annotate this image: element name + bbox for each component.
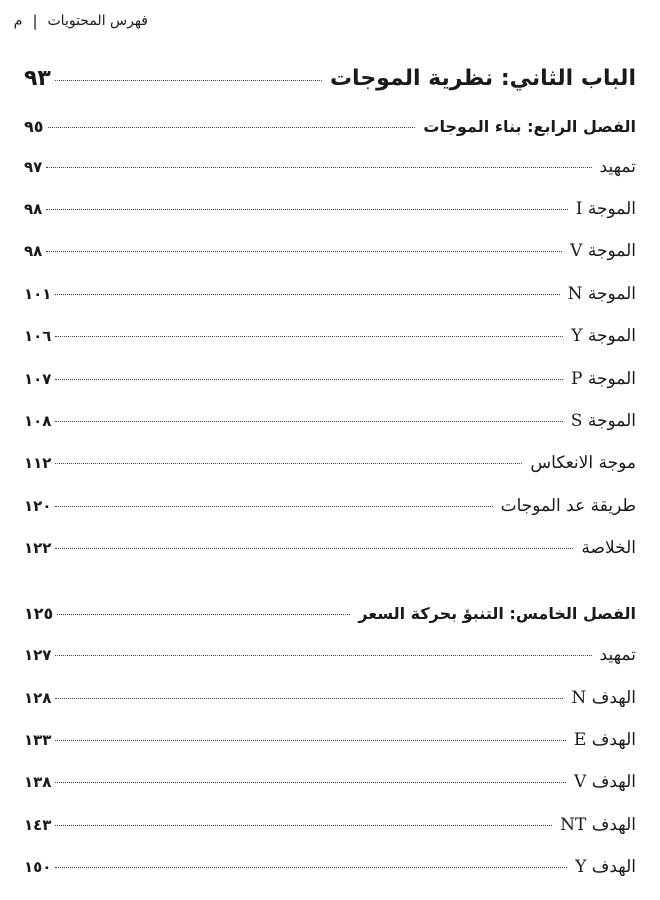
toc-entry-label: الهدف V: [574, 772, 636, 792]
dot-leader: [57, 613, 350, 615]
toc-entry-label: الموجة V: [570, 241, 636, 261]
toc-entry[interactable]: [24, 645, 636, 665]
dot-leader: [55, 335, 563, 337]
toc-entry-label: الهدف NT: [560, 815, 636, 835]
dot-leader: [55, 505, 492, 507]
toc-page-number: ٩٣: [24, 66, 51, 91]
toc-page-number: ١٠٧: [24, 370, 52, 388]
toc-page-number: ٩٨: [24, 200, 43, 218]
dot-leader: [55, 781, 566, 783]
dot-leader: [55, 824, 552, 826]
dot-leader: [46, 166, 591, 168]
toc-page-number: ١٠١: [24, 285, 52, 303]
toc-entry[interactable]: [24, 411, 636, 431]
toc-chapter-heading[interactable]: [24, 604, 636, 623]
dot-leader: [55, 420, 562, 422]
toc-entry[interactable]: [24, 688, 636, 708]
dot-leader: [55, 697, 563, 699]
toc-page-number: ١٢٠: [24, 497, 52, 515]
dot-leader: [48, 126, 416, 128]
toc-entry-label: الموجة N: [567, 284, 636, 304]
toc-entry[interactable]: [24, 453, 636, 473]
toc-entry-label: الهدف E: [573, 730, 636, 750]
toc-page-number: ١١٢: [24, 454, 52, 472]
toc-page-number: ١٤٣: [24, 816, 52, 834]
dot-leader: [46, 250, 562, 252]
toc-entry[interactable]: [24, 326, 636, 346]
dot-leader: [55, 866, 567, 868]
toc-entry-label: الهدف N: [571, 688, 636, 708]
toc-entry-label: الموجة S: [570, 411, 636, 431]
dot-leader: [46, 208, 567, 210]
header-separator: |: [32, 12, 38, 30]
header-title: فهرس المحتويات: [47, 13, 148, 29]
toc-entry-label: الباب الثاني: نظرية الموجات: [329, 66, 636, 91]
toc-entry-label: الخلاصة: [581, 538, 636, 558]
dot-leader: [55, 462, 522, 464]
toc-entry[interactable]: [24, 815, 636, 835]
dot-leader: [55, 654, 591, 656]
toc-entry[interactable]: [24, 857, 636, 877]
toc-page-number: ١٠٨: [24, 412, 52, 430]
toc-page-number: ٩٥: [24, 117, 44, 136]
toc-entry[interactable]: [24, 284, 636, 304]
dot-leader: [55, 293, 559, 295]
toc-page-number: ١٣٨: [24, 773, 52, 791]
toc-page-number: ١٢٧: [24, 646, 52, 664]
toc-entry-label: طريقة عد الموجات: [500, 496, 636, 516]
dot-leader: [55, 79, 322, 81]
header-page-marker: م: [13, 13, 23, 29]
toc-entry-label: الهدف Y: [575, 857, 636, 877]
toc-page-number: ٩٧: [24, 158, 43, 176]
toc-entry[interactable]: [24, 369, 636, 389]
toc-entry[interactable]: [24, 199, 636, 219]
dot-leader: [55, 547, 573, 549]
toc-chapter-heading[interactable]: [24, 117, 636, 136]
toc-entry-label: تمهيد: [599, 645, 636, 665]
toc-page-number: ١٠٦: [24, 327, 52, 345]
toc-entry[interactable]: [24, 772, 636, 792]
toc-entry[interactable]: [24, 241, 636, 261]
toc-entry-label: الموجة Y: [571, 326, 636, 346]
toc-page-number: ١٢٥: [24, 604, 54, 623]
toc-entry-label: تمهيد: [599, 157, 636, 177]
toc-page-number: ١٥٠: [24, 858, 52, 876]
toc-entry[interactable]: [24, 157, 636, 177]
toc-entry-label: الفصل الرابع: بناء الموجات: [423, 117, 636, 136]
toc-entry[interactable]: [24, 538, 636, 558]
toc-entry[interactable]: [24, 496, 636, 516]
toc-page-number: ٩٨: [24, 242, 43, 260]
toc-part-heading[interactable]: [24, 66, 636, 91]
toc-page-number: ١٢٨: [24, 689, 52, 707]
toc-entry[interactable]: [24, 730, 636, 750]
dot-leader: [55, 378, 563, 380]
toc-page-number: ١٣٣: [24, 731, 52, 749]
toc-entry-label: الموجة P: [571, 369, 636, 389]
toc-entry-label: الفصل الخامس: التنبؤ بحركة السعر: [358, 604, 636, 623]
dot-leader: [55, 739, 565, 741]
toc-entry-label: موجة الانعكاس: [530, 453, 636, 473]
toc-entry-label: الموجة I: [575, 199, 636, 219]
toc-page-number: ١٢٢: [24, 539, 52, 557]
